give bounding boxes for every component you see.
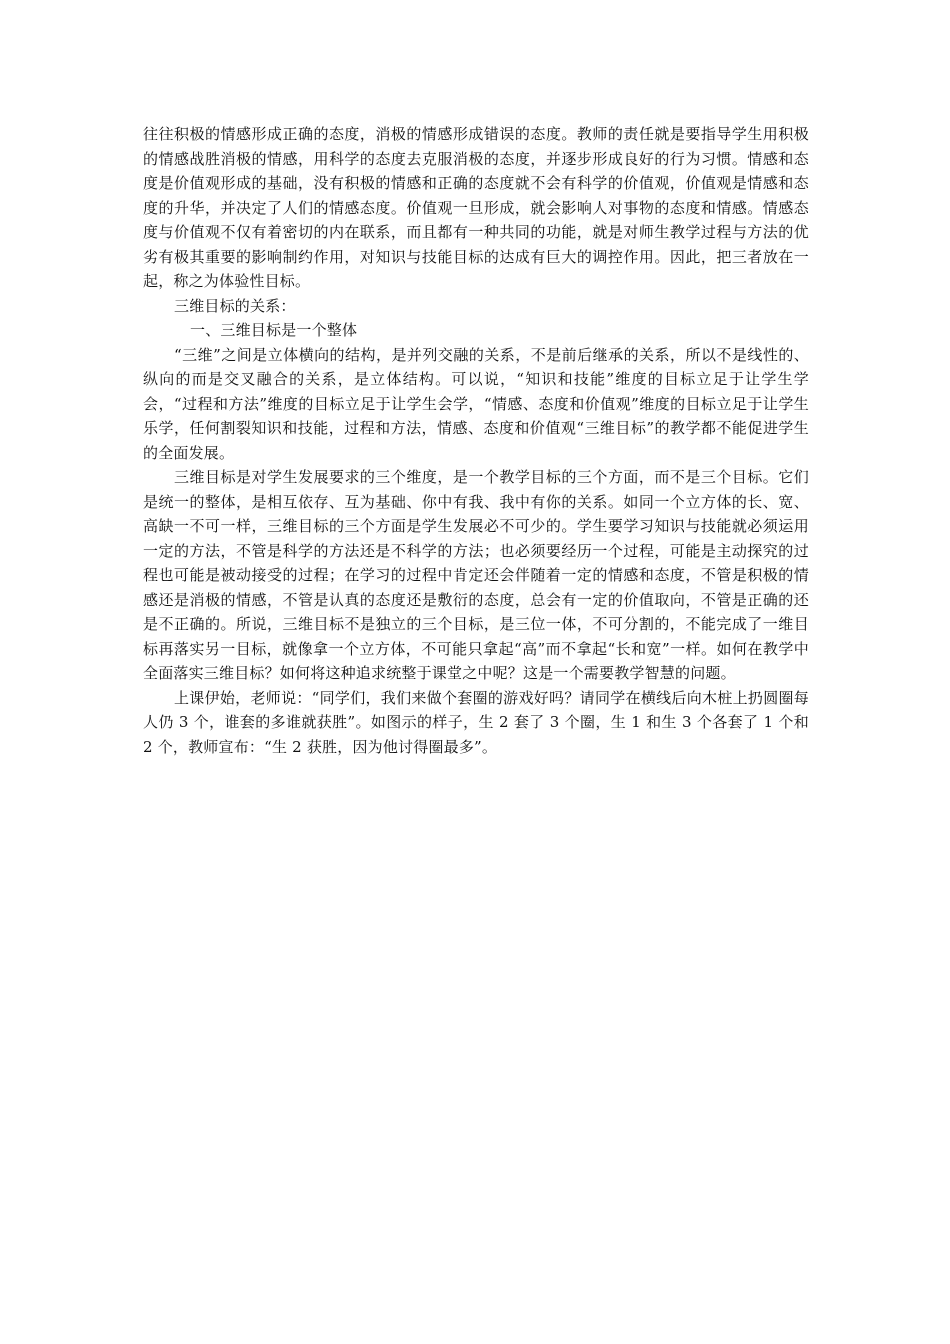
paragraph-emotional-values: 往往积极的情感形成正确的态度，消极的情感形成错误的态度。教师的责任就是要指导学生用积极的情感战胜消极的情感，用科学的态度去克服消极的态度，并逐步形成良好的行为习惯。情感和态度是价值观形成的基础，没有积极的情感和正确的态度就不会有科学的价值观，价值观是情感和态度的升华，并决定了人们的情感态度。价值观一旦形成，就会影响人对事物的态度和情感。情感态度与价值观不仅有着密切的内在联系，而且都有一种共同的功能，就是对师生教学过程与方法的优劣有极其重要的影响制约作用，对知识与技能目标的达成有巨大的调控作用。因此，把三者放在一起，称之为体验性目标。 <box>143 125 809 290</box>
paragraph-unified-goals: 三维目标是对学生发展要求的三个维度，是一个教学目标的三个方面，而不是三个目标。它们是统一的整体，是相互依存、互为基础、你中有我、我中有你的关系。如同一个立方体的长、宽、高缺一不可一样，三维目标的三个方面是学生发展必不可少的。学生要学习知识与技能就必须运用一定的方法，不管是科学的方法还是不科学的方法；也必须要经历一个过程，可能是主动探究的过程也可能是被动接受的过程；在学习的过程中肯定还会伴随着一定的情感和态度，不管是积极的情感还是消极的情感，不管是认真的态度还是敷衍的态度，总会有一定的价值取向，不管是正确的还是不正确的。所说，三维目标不是独立的三个目标，是三位一体，不可分割的，不能完成了一维目标再落实另一目标，就像拿一个立方体，不可能只拿起“高”而不拿起“长和宽”一样。如何在教学中全面落实三维目标？如何将这种追求统整于课堂之中呢？这是一个需要教学智慧的问题。 <box>143 468 809 682</box>
section-heading-whole: 一、三维目标是一个整体 <box>190 321 358 339</box>
paragraph-three-dimensions: “三维”之间是立体横向的结构，是并列交融的关系，不是前后继承的关系，所以不是线性的、纵向的而是交叉融合的关系，是立体结构。可以说，“知识和技能”维度的目标立足于让学生学会，“过程和方法”维度的目标立足于让学生会学，“情感、态度和价值观”维度的目标立足于让学生乐学，任何割裂知识和技能，过程和方法，情感、态度和价值观“三维目标”的教学都不能促进学生的全面发展。 <box>143 345 809 462</box>
document-body <box>143 122 809 759</box>
paragraph-ring-toss-game: 上课伊始，老师说：“同学们，我们来做个套圈的游戏好吗？请同学在横线后向木桩上扔圆圈每人仍 3 个，谁套的多谁就获胜”。如图示的样子，生 2 套了 3 个圈，生 1 和生 3 个各套了 1 个和 2 个，教师宣布：“生 2 获胜，因为他讨得圈最多”。 <box>143 688 809 756</box>
paragraph-relation-heading: 三维目标的关系： <box>174 296 296 315</box>
